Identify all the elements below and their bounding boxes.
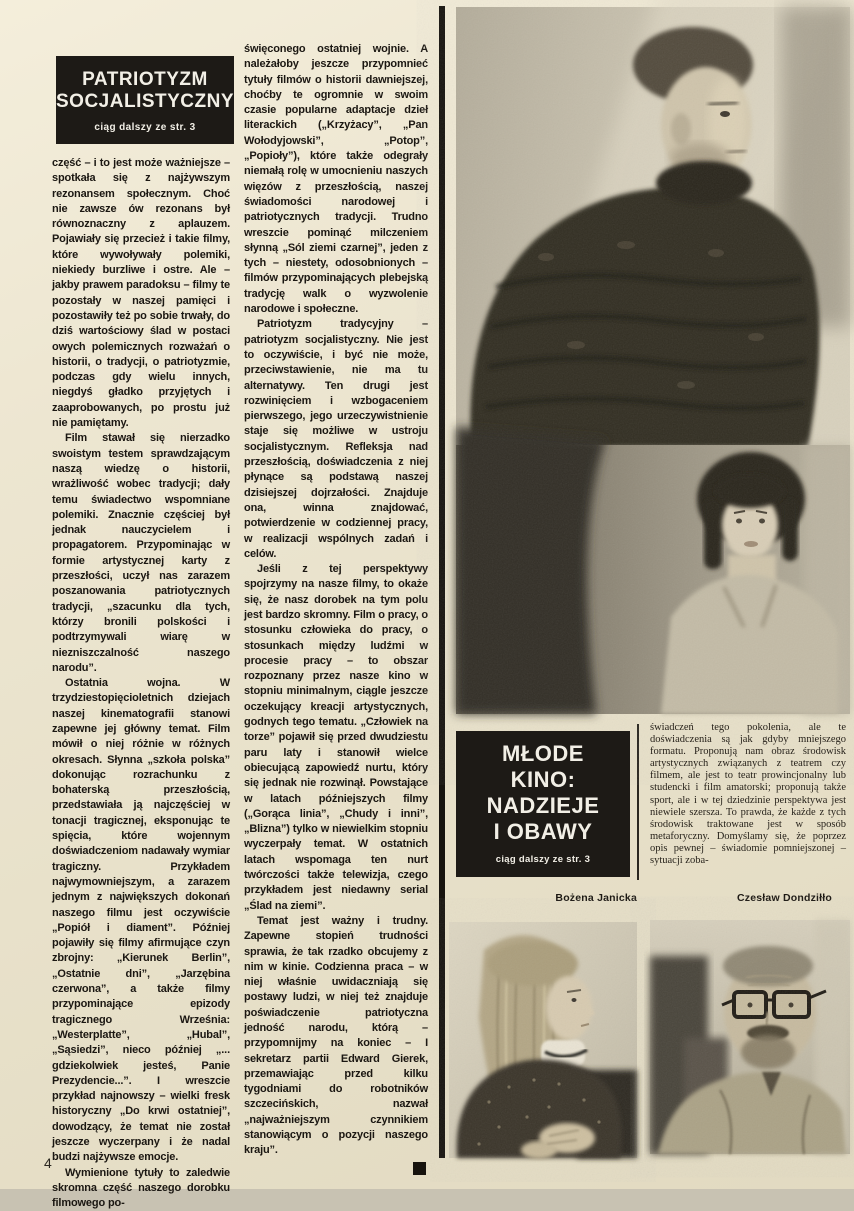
photo-bozena-janicka (449, 922, 637, 1158)
caption-bozena-janicka: Bożena Janicka (555, 892, 637, 904)
photo-czeslaw-dondzillo (650, 920, 850, 1154)
left-article-title-line1: PATRIOTYZM (82, 69, 208, 90)
paragraph: Jeśli z tej perspektywy spojrzymy na nasze filmy, to okaże się, że nasz dorobek na tym polu jest bardzo skromny. Film o pracy, o stosunku człowieka do pracy, o stosunkach między ludźmi w procesie pracy – to obszar rozpoznany przez nasze kino w stopniu minimalnym, ciągle jeszcze oczekujący kreacji artystycznych, godnych tego tematu. „Człowiek na torze” pojawił się przed dwudziestu paru laty i stanowił wielce obiecującą zapowiedź nurtu, który się jednak nie rozwinął. Powstające w latach późniejszych filmy („Gorąca linia”, „Chudy i inni”, „Blizna”) tylko w niewielkim stopniu wyczerpały temat. W ostatnich latach wspomaga ten nurt twórczości także telewizja, czego przykładem jest niedawny serial „Ślad na ziemi”. (244, 563, 428, 912)
right-article-title-line1: MŁODE (502, 741, 584, 766)
page-number: 4 (44, 1155, 52, 1171)
right-article-title-line4: I OBAWY (493, 819, 593, 844)
left-article-column-1 (52, 156, 230, 1210)
top-photo-man-in-sweater-and-woman (456, 7, 850, 714)
paragraph: Ostatnia wojna. W trzydziestopięcioletnich dziejach naszej kinematografii stanowi zapewne jej główny temat. Film mówił o niej różnie w różnych okresach. Słynna „szkoła polska” dokonując rozrachunku z bohaterską przeszłością, przedstawiała ją najczęściej w tonacji tragicznej, eksponując te spięcia, które wojennym doświadczeniom nadawały wymiar tragiczny. Przykładem najwymowniejszym, a zarazem jednym z największych dokonań naszego filmu jest oczywiście „Popiół i diament”. Później pojawiły się filmy afirmujące czyn zbrojny: „Kierunek Berlin”, „Ostatnie dni”, „Jarzębina czerwona”, a także filmy przypominające epizody tragicznego Września: „Westerplatte”, „Hubal”, „Sąsiedzi”, nieco później „... gdziekolwiek jesteś, Panie Prezydencie...”. I wreszcie przykład najnowszy – wielki fresk historyczny „Do krwi ostatniej”, dowodzący, że temat nie został jeszcze wyczerpany i że nadal budzi najżywsze emocje. (52, 677, 230, 1164)
right-article-title-line2: KINO: (510, 767, 576, 792)
left-article-column-2 (244, 42, 428, 1166)
paragraph: Wymienione tytuły to zaledwie skromna część naszego dorobku filmowego po- (52, 1166, 230, 1210)
paragraph: Patriotyzm tradycyjny – patriotyzm socjalistyczny. Nie jest to oczywiście, i być nie może, przeciwstawienie, nie ma tu alternatywy. Ten drugi jest rozwinięciem i wzbogaceniem pierwszego, jego urzeczywistnienie staje się możliwe w ustroju socjalistycznym. Refleksja nad przeszłością, doświadczenia z niej płynące są podstawą naszej dzisiejszej dojrzałości. Znajduje ona, winna znajdować, potwierdzenie w codziennej pracy, w realizacji wspólnych zadań i celów. (244, 318, 428, 560)
right-article-headline-box (456, 731, 630, 877)
paragraph: Temat jest ważny i trudny. Zapewne stopień trudności sprawia, że tak rzadko obcujemy z nim w kinie. Codzienna praca – w niej właśnie uwidaczniają się postawy ludzi, w niej też znajduje poświadczenie patriotyczna jedność narodu, którą – przypomnijmy na koniec – I sekretarz partii Edward Gierek, przemawiając przed kilku tygodniami do robotników szczecińskich, nazwał „najważniejszym czynnikiem stanowiącym o pozycji naszego kraju”. (244, 914, 428, 1157)
right-article-continued-note: ciąg dalszy ze str. 3 (495, 854, 591, 865)
paragraph: Film stawał się nierzadko swoistym testem sprawdzającym naszą wiedzę o historii, wrażliwość wobec tradycji; dały temu świadectwo wspomniane polemiki. Znacznie częściej był jednak nauczycielem i propagatorem. Przypominając w formie artystycznej karty z przeszłości, uczył nas zarazem poszanowania patriotycznych tradycji, „szacunku dla tych, którzy bronili polskości i podtrzymywali wiarę w niezniszczalność naszego narodu”. (52, 432, 230, 674)
column-divider-rule (439, 6, 445, 1158)
right-article-column (650, 722, 846, 890)
right-article-title-line3: NADZIEJE (486, 793, 600, 818)
left-article-continued-note: ciąg dalszy ze str. 3 (94, 122, 196, 133)
paragraph: święconego ostatniej wojnie. A należałoby jeszcze przypomnieć tytuły filmów o historii dawniejszej, choćby te ogromnie w swoim czasie popularne adaptacje dzieł literackich („Krzyżacy”, „Pan Wołodyjowski”, „Potop”, „Popioły”), które także odegrały niemałą rolę w umocnieniu naszych więzów z przeszłością, naszej świadomości narodowej i patriotycznych tradycji. Trudno wreszcie pominąć milczeniem słynną „Sól ziemi czarnej”, jeden z tych – niestety, odosobnionych – filmów przypominających plebejską tradycję walk o wyzwolenie narodowe i społeczne. (244, 43, 428, 316)
left-article-title-line2: SOCJALISTYCZNY (56, 91, 235, 112)
right-column-divider-rule (637, 724, 639, 880)
paragraph: świadczeń tego pokolenia, ale te doświadczenia są jak gdyby mniejszego formatu. Proponują nam obraz środowisk artystycznych związanych z teatrem czy filmem, ale jest to teatr prowincjonalny lub studencki i film amatorski; proponują także sport, ale i w tej dziedzinie perspektywa jest niewiele szersza. To prawda, że każde z tych środowisk traktowane jest w sposób metaforyczny. Domyślamy się, że poprzez opis pewnej – świadomie pomniejszonej – sytuacji zoba- (650, 722, 846, 867)
end-of-article-marker (413, 1162, 426, 1175)
caption-czeslaw-dondzillo: Czesław Dondziłło (737, 892, 832, 904)
left-article-headline-box (56, 56, 234, 144)
paragraph: część – i to jest może ważniejsze – spotkała się z najżywszym rezonansem społecznym. Choć nie zawsze ów rezonans był równoznaczny z aplauzem. Pojawiały się przecież i takie filmy, które wywoływały polemiki, niekiedy burzliwe i ostre. Ale – jakby prawem paradoksu – filmy te pozostały w naszej pamięci i pozostawiły też po sobie trwały, do dziś wartościowy ślad w postaci owych polemicznych rozważań o historii, o tradycji, o patriotyzmie, podczas gdy wielu innych, niegdyś gładko przyjętych i zaaprobowanych, po prostu już nie pamiętamy. (52, 157, 230, 430)
